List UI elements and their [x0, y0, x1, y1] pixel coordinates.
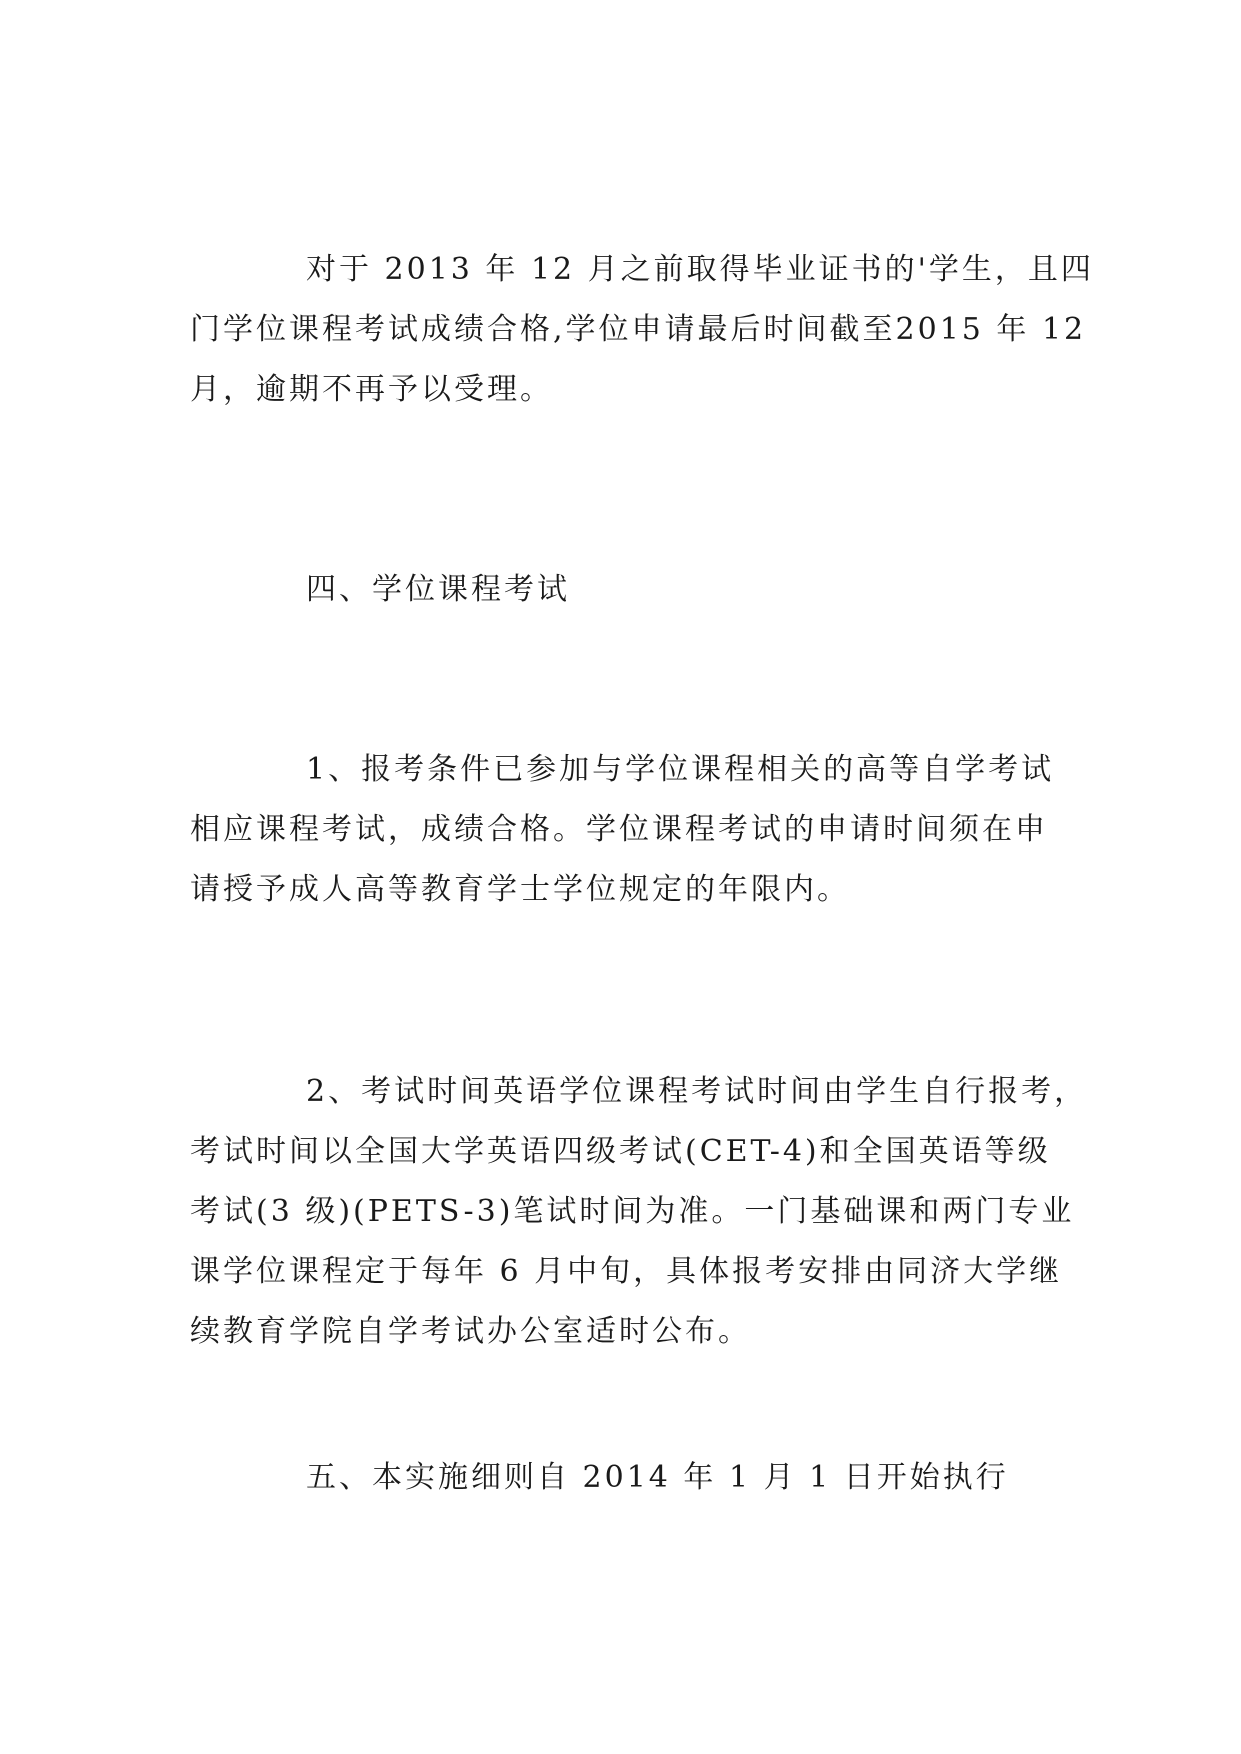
paragraph-line: 1、报考条件已参加与学位课程相关的高等自学考试: [306, 752, 1055, 787]
paragraph-line: 2、考试时间英语学位课程考试时间由学生自行报考，: [306, 1074, 1088, 1109]
paragraph-line: 续教育学院自学考试办公室适时公布。: [190, 1314, 751, 1349]
item-exam-time: [190, 1062, 1088, 1362]
paragraph-line: 相应课程考试，成绩合格。学位课程考试的申请时间须在申: [190, 812, 1048, 847]
section-heading-4: 四、学位课程考试: [306, 572, 570, 607]
paragraph-line: 考试(3 级)(PETS-3)笔试时间为准。一门基础课和两门专业: [190, 1194, 1075, 1229]
paragraph-line: 考试时间以全国大学英语四级考试(CET-4)和全国英语等级: [190, 1134, 1051, 1169]
paragraph-line: 门学位课程考试成绩合格,学位申请最后时间截至2015 年 12: [190, 312, 1087, 347]
paragraph-line: 月，逾期不再予以受理。: [190, 372, 553, 407]
paragraph-line: 课学位课程定于每年 6 月中旬，具体报考安排由同济大学继: [190, 1254, 1063, 1289]
paragraph-line: 对于 2013 年 12 月之前取得毕业证书的'学生，且四: [306, 252, 1094, 287]
paragraph-degree-deadline: [190, 240, 1094, 420]
section-heading-5: 五、本实施细则自 2014 年 1 月 1 日开始执行: [306, 1460, 1009, 1495]
paragraph-line: 请授予成人高等教育学士学位规定的年限内。: [190, 872, 850, 907]
item-registration-conditions: [190, 740, 1055, 920]
